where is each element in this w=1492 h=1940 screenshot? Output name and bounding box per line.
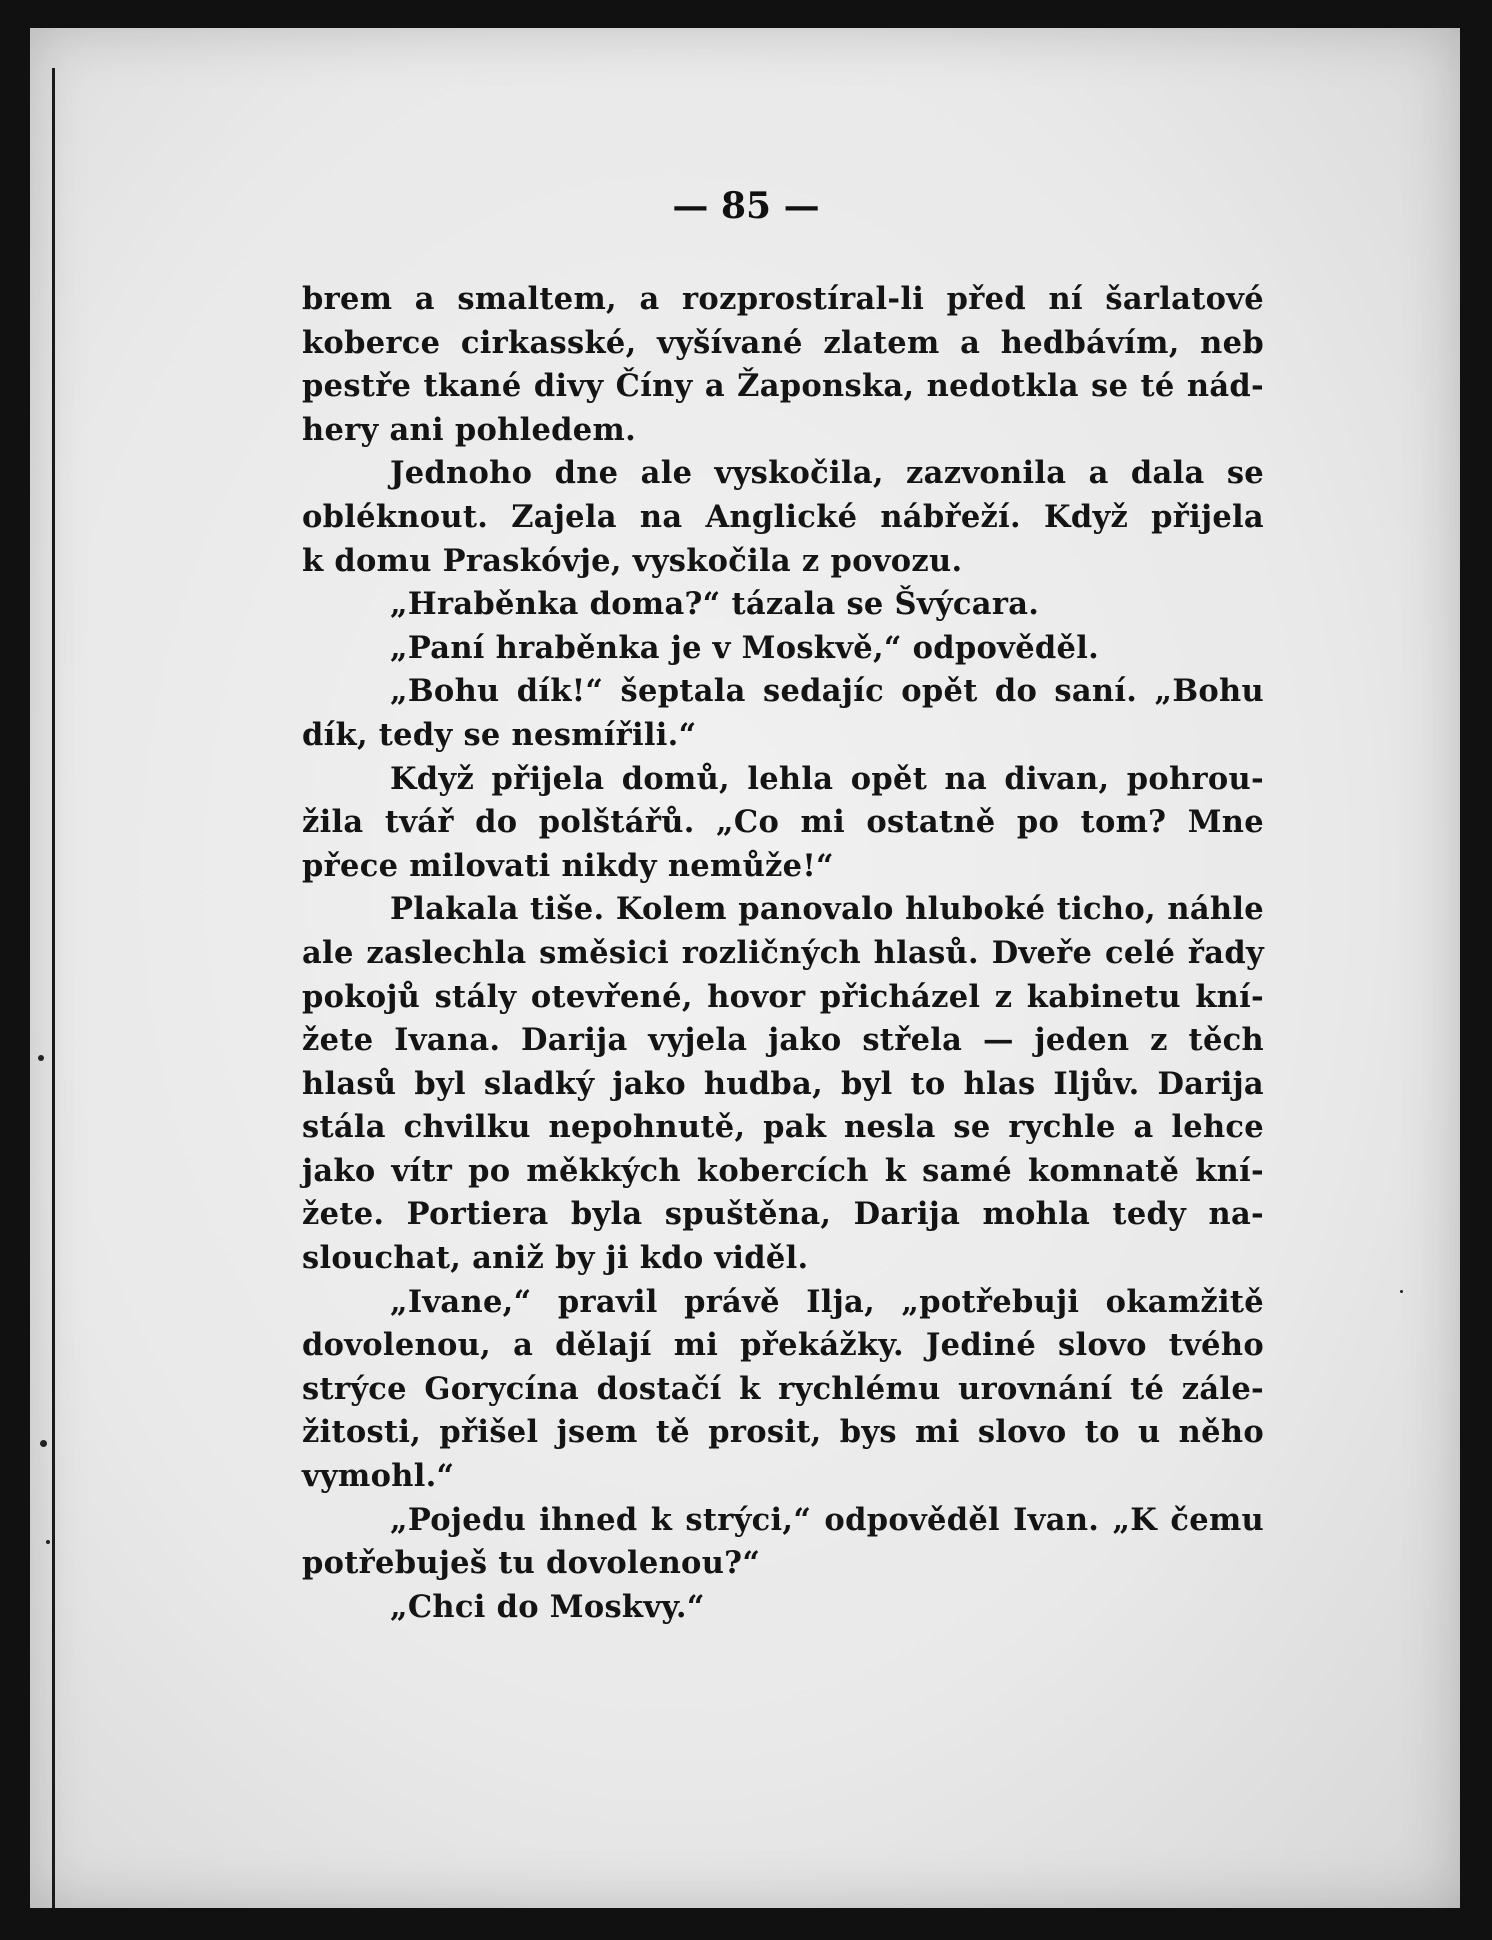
text-line: žila tvář do polštářů. „Co mi ostatně po tom? Mne xyxy=(302,804,1264,841)
text-line: „Paní hraběnka je v Moskvě,“ odpověděl. xyxy=(390,629,1100,666)
text-line: strýce Gorycína dostačí k rychlému urovnání té zále- xyxy=(302,1370,1264,1407)
page-number: — 85 — xyxy=(672,185,820,227)
text-line: potřebuješ tu dovolenou?“ xyxy=(302,1545,761,1582)
text-line: hery ani pohledem. xyxy=(302,411,636,448)
text-line: žete Ivana. Darija vyjela jako střela — jeden z těch xyxy=(302,1022,1264,1059)
text-line: „Bohu dík!“ šeptala sedajíc opět do saní. „Bohu xyxy=(390,673,1264,710)
scan-speck xyxy=(38,1055,44,1061)
text-line: dovolenou, a dělají mi překážky. Jediné slovo tvého xyxy=(302,1327,1264,1364)
text-line: Plakala tiše. Kolem panovalo hluboké ticho, náhle xyxy=(390,891,1264,928)
text-line: obléknout. Zajela na Anglické nábřeží. Když přijela xyxy=(302,498,1264,535)
page-edge-line xyxy=(52,68,55,1908)
text-line: „Hraběnka doma?“ tázala se Švýcara. xyxy=(390,586,1040,623)
text-line: „Chci do Moskvy.“ xyxy=(390,1588,705,1625)
text-line: žitosti, přišel jsem tě prosit, bys mi slovo to u něho xyxy=(302,1414,1264,1451)
text-line: jako vítr po měkkých kobercích k samé komnatě kní- xyxy=(302,1152,1264,1189)
text-line: hlasů byl sladký jako hudba, byl to hlas Iljův. Darija xyxy=(302,1065,1264,1102)
text-line: ale zaslechla směsici rozličných hlasů. Dveře celé řady xyxy=(302,934,1264,971)
text-line: Jednoho dne ale vyskočila, zazvonila a dala se xyxy=(390,455,1264,492)
text-line: stála chvilku nepohnutě, pak nesla se rychle a lehce xyxy=(302,1109,1264,1146)
text-line: přece milovati nikdy nemůže!“ xyxy=(302,847,834,884)
text-line: žete. Portiera byla spuštěna, Darija mohla tedy na- xyxy=(302,1196,1264,1233)
text-line: „Ivane,“ pravil právě Ilja, „potřebuji okamžitě xyxy=(390,1283,1264,1320)
text-line: brem a smaltem, a rozprostíral-li před ní šarlatové xyxy=(302,281,1264,317)
text-line: slouchat, aniž by ji kdo viděl. xyxy=(302,1240,809,1277)
body-text xyxy=(302,278,1264,1629)
scan-speck xyxy=(40,1440,47,1447)
text-line: koberce cirkasské, vyšívané zlatem a hedbávím, neb xyxy=(302,324,1264,361)
text-line: „Pojedu ihned k strýci,“ odpověděl Ivan. „K čemu xyxy=(390,1501,1264,1538)
text-line: Když přijela domů, lehla opět na divan, pohrou- xyxy=(390,760,1264,797)
text-line: k domu Praskóvje, vyskočila z povozu. xyxy=(302,542,963,579)
scan-speck xyxy=(46,1540,50,1544)
text-line: pokojů stály otevřené, hovor přicházel z kabinetu kní- xyxy=(302,978,1264,1015)
text-line: dík, tedy se nesmířili.“ xyxy=(302,716,697,753)
text-line: vymohl.“ xyxy=(302,1458,455,1495)
text-line: pestře tkané divy Číny a Žaponska, nedotkla se té nád- xyxy=(302,368,1264,405)
scan-speck xyxy=(1400,1290,1403,1293)
